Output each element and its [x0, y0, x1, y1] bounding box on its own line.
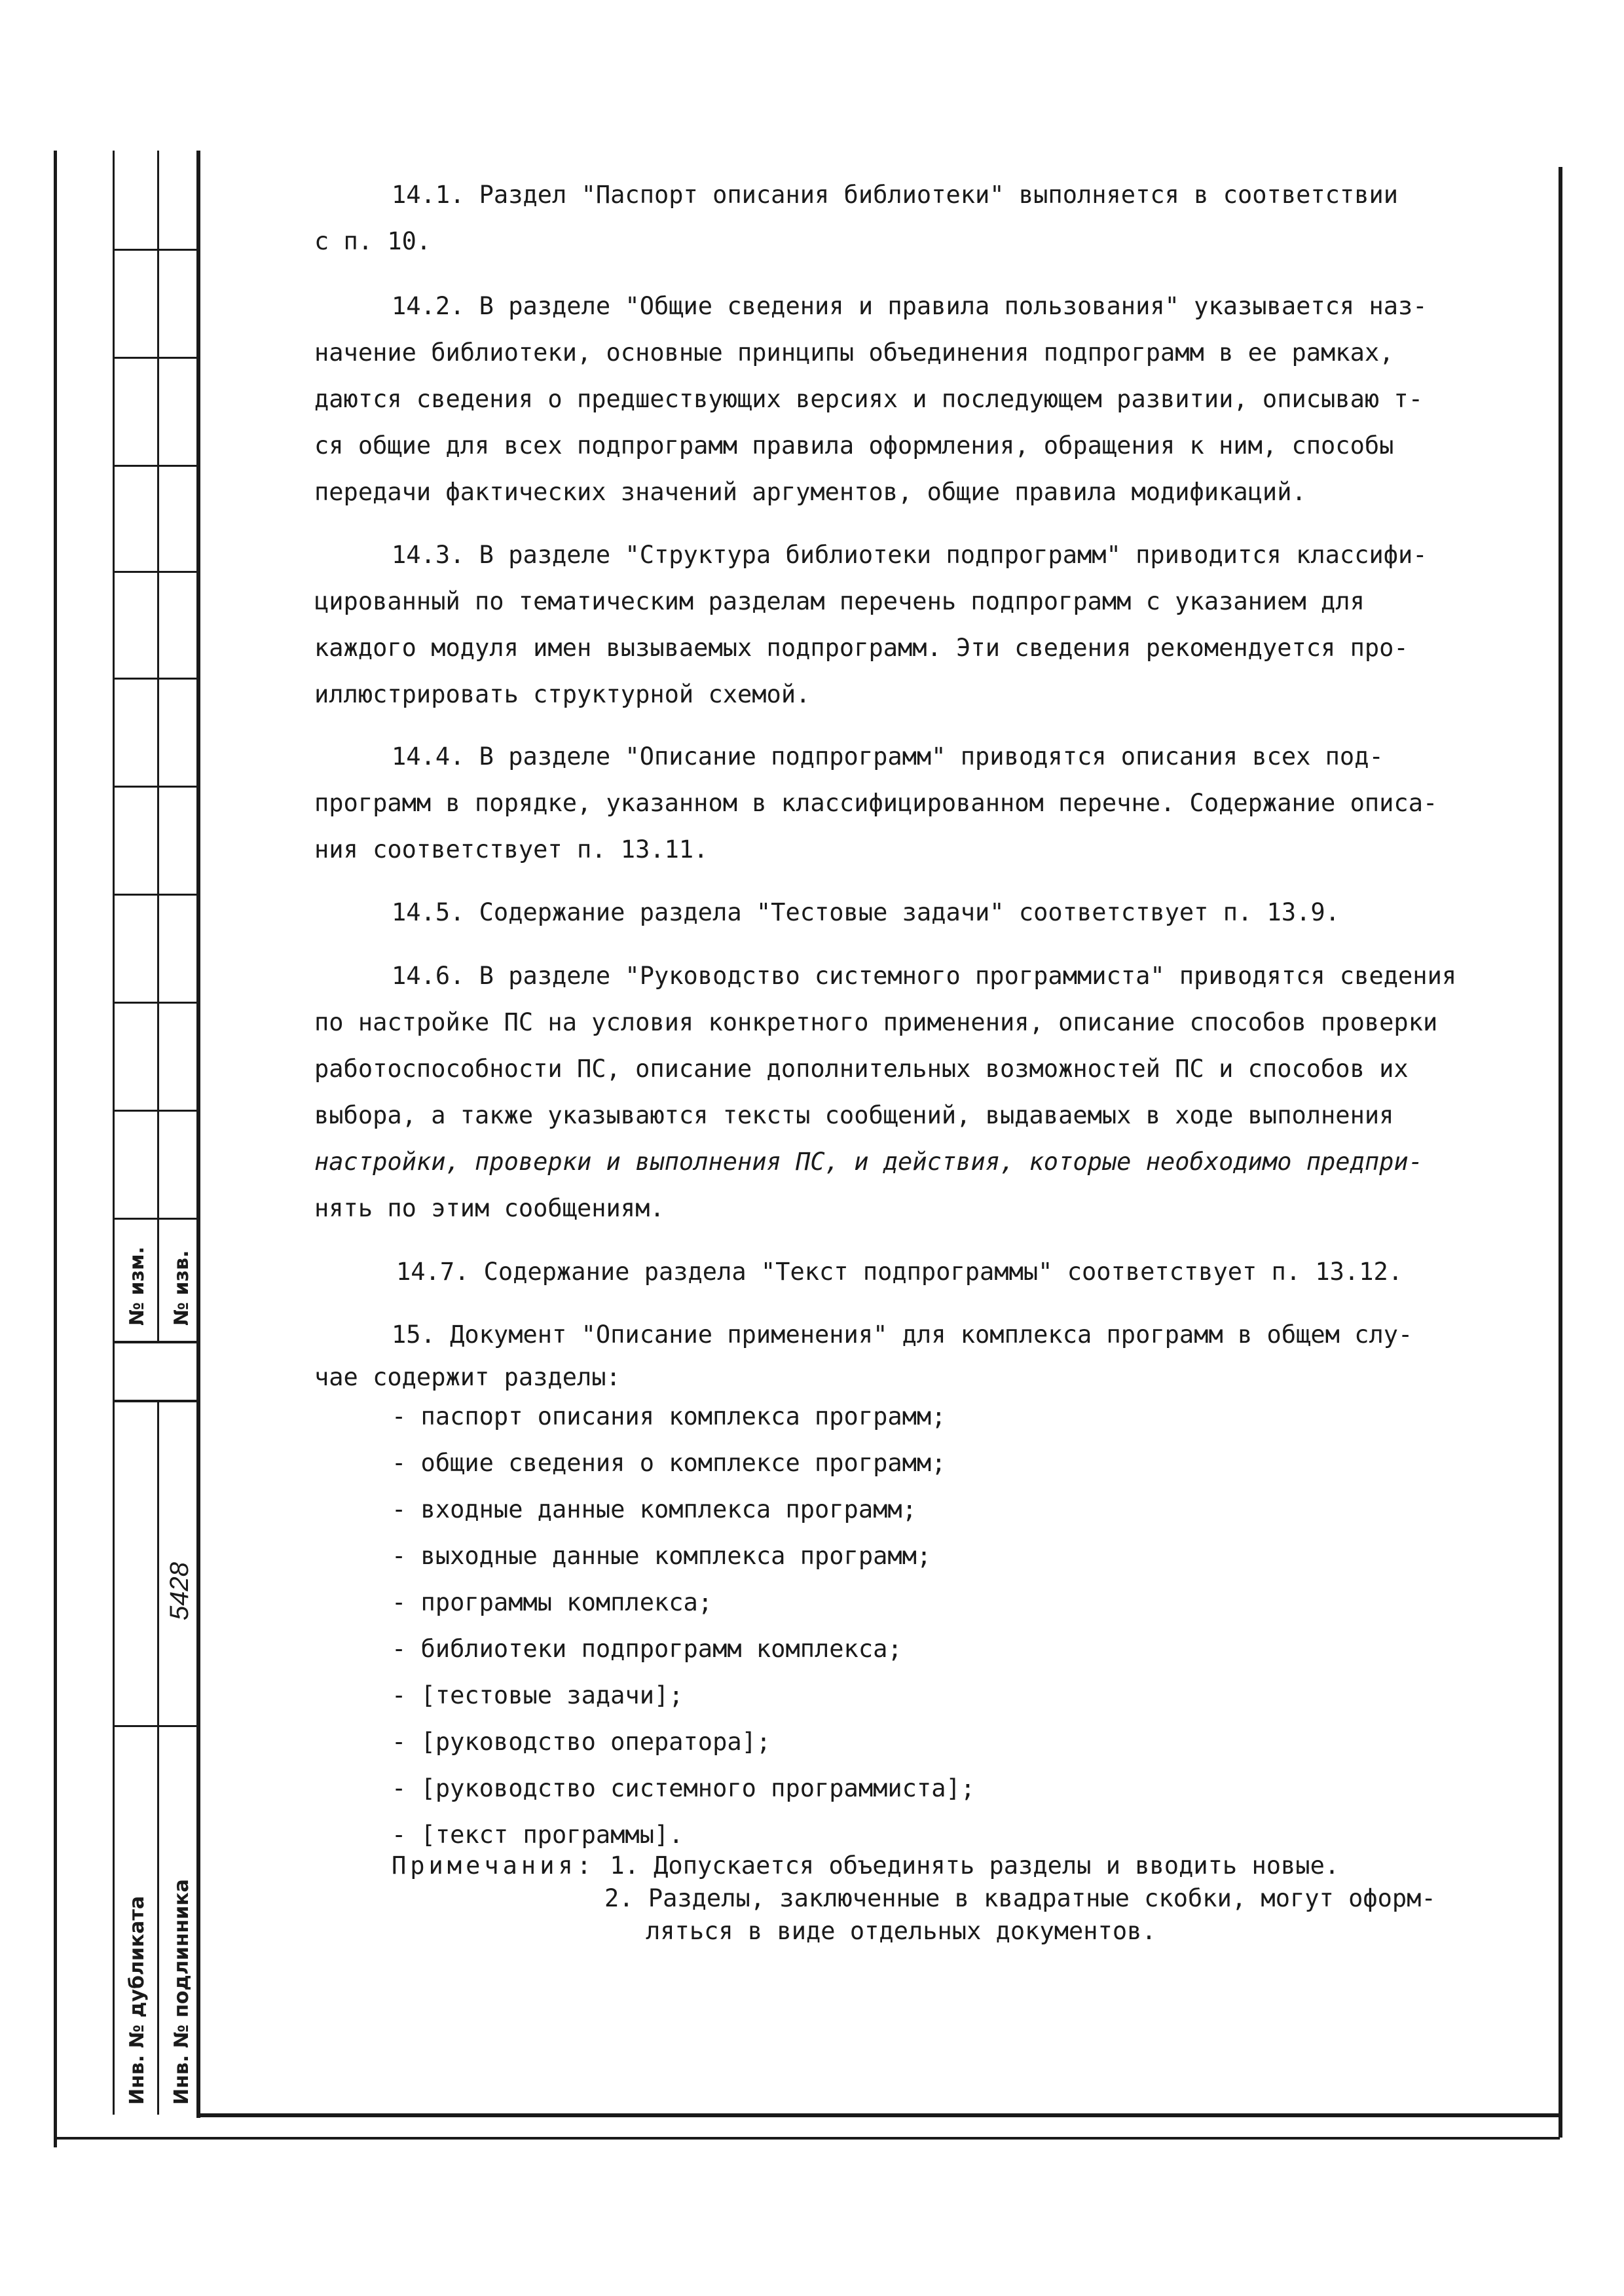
p14-6-line1: 14.6. В разделе "Руководство системного программиста" приводятся сведения: [392, 962, 1457, 990]
list-item: - выходные данные комплекса программ;: [392, 1542, 932, 1570]
stamp-row-line: [113, 571, 198, 573]
p14-4-line3: ния соответствует п. 13.11.: [314, 835, 709, 864]
stamp-row-line: [113, 1002, 198, 1004]
p14-2-line5: передачи фактических значений аргументов, общие правила модификаций.: [314, 478, 1306, 506]
izv-label: № изв.: [170, 1250, 193, 1326]
inv-dublikata-label: Инв. № дубликата: [126, 1895, 149, 2105]
list-item: - входные данные комплекса программ;: [392, 1495, 917, 1523]
note-2-line2: ляться в виде отдельных документов.: [646, 1917, 1156, 1945]
stamp-row-line: [113, 1110, 198, 1112]
p14-4-line1: 14.4. В разделе "Описание подпрограмм" приводятся описания всех под-: [392, 742, 1384, 771]
stamp-row-line: [113, 678, 198, 680]
p14-6-line4: выбора, а также указываются тексты сообщений, выдаваемых в ходе выполнения: [314, 1101, 1394, 1129]
p14-7-line1: 14.7. Содержание раздела "Текст подпрограммы" соответствует п. 13.12.: [396, 1258, 1403, 1286]
stamp-row-line: [113, 1218, 198, 1220]
notes-label: Примечания:: [392, 1851, 596, 1880]
podlinnik-number: 5428: [165, 1562, 194, 1620]
p14-5-line1: 14.5. Содержание раздела "Тестовые задачи" соответствует п. 13.9.: [392, 898, 1340, 926]
p14-3-line4: иллюстрировать структурной схемой.: [314, 680, 811, 708]
p14-1-line2: с п. 10.: [314, 227, 432, 255]
stamp-row-line: [113, 1341, 198, 1343]
stamp-row-line: [113, 894, 198, 896]
inv-podlinnika-label: Инв. № подлинника: [170, 1879, 193, 2105]
p14-6-line3: работоспособности ПС, описание дополнительных возможностей ПС и способов их: [314, 1055, 1409, 1083]
sections-list: [392, 1393, 975, 1858]
frame-bottom-line: [196, 2113, 1562, 2117]
p14-3-line1: 14.3. В разделе "Структура библиотеки подпрограмм" приводится классифи-: [392, 541, 1428, 569]
list-item: - паспорт описания комплекса программ;: [392, 1402, 946, 1430]
p15-line2: чае содержит разделы:: [314, 1363, 621, 1391]
list-item: - [текст программы].: [392, 1821, 684, 1849]
p14-4-line2: программ в порядке, указанном в классифицированном перечне. Содержание описа-: [314, 789, 1438, 817]
izm-label: № изм.: [126, 1247, 149, 1326]
outer-bottom-line: [54, 2137, 1560, 2140]
stamp-inner-line: [113, 151, 115, 2115]
frame-left-line: [196, 151, 200, 2118]
p14-6-line6: нять по этим сообщениям.: [314, 1194, 665, 1222]
note-1: 1. Допускается объединять разделы и вводить новые.: [610, 1851, 1340, 1880]
stamp-row-line: [113, 465, 198, 467]
p14-6-line2: по настройке ПС на условия конкретного применения, описание способов проверки: [314, 1008, 1438, 1036]
p15-line1: 15. Документ "Описание применения" для комплекса программ в общем слу-: [392, 1321, 1413, 1349]
p14-1-line1: 14.1. Раздел "Паспорт описания библиотеки" выполняется в соответствии: [392, 181, 1399, 209]
stamp-column-divider: [157, 151, 159, 1342]
p14-2-line3: даются сведения о предшествующих версиях и последующем развитии, описываю т-: [314, 385, 1423, 413]
notes-block: [392, 1850, 1436, 1948]
p14-2-line4: ся общие для всех подпрограмм правила оформления, обращения к ним, способы: [314, 431, 1394, 460]
list-item: - общие сведения о комплексе программ;: [392, 1449, 946, 1477]
inventory-box-top-line: [113, 1400, 198, 1402]
note-2-line1: 2. Разделы, заключенные в квадратные скобки, могут оформ-: [604, 1884, 1436, 1912]
list-item: - библиотеки подпрограмм комплекса;: [392, 1635, 902, 1663]
stamp-row-line: [113, 786, 198, 788]
frame-outer-left-line: [54, 151, 57, 2147]
inventory-box-divider: [157, 1400, 159, 2115]
inventory-box-row-line: [113, 1725, 198, 1727]
p14-3-line3: каждого модуля имен вызываемых подпрограмм. Эти сведения рекомендуется про-: [314, 634, 1409, 662]
stamp-row-line: [113, 249, 198, 251]
list-item: - [руководство оператора];: [392, 1728, 771, 1756]
list-item: - [тестовые задачи];: [392, 1681, 684, 1709]
p14-3-line2: цированный по тематическим разделам перечень подпрограмм с указанием для: [314, 587, 1365, 615]
p14-6-line5: настройки, проверки и выполнения ПС, и действия, которые необходимо предпри-: [314, 1148, 1423, 1176]
frame-right-line: [1559, 167, 1562, 2138]
list-item: - программы комплекса;: [392, 1588, 713, 1616]
stamp-row-line: [113, 357, 198, 359]
list-item: - [руководство системного программиста];: [392, 1774, 976, 1802]
p14-2-line1: 14.2. В разделе "Общие сведения и правила пользования" указывается наз-: [392, 292, 1428, 320]
p14-2-line2: начение библиотеки, основные принципы объединения подпрограмм в ее рамках,: [314, 338, 1394, 367]
